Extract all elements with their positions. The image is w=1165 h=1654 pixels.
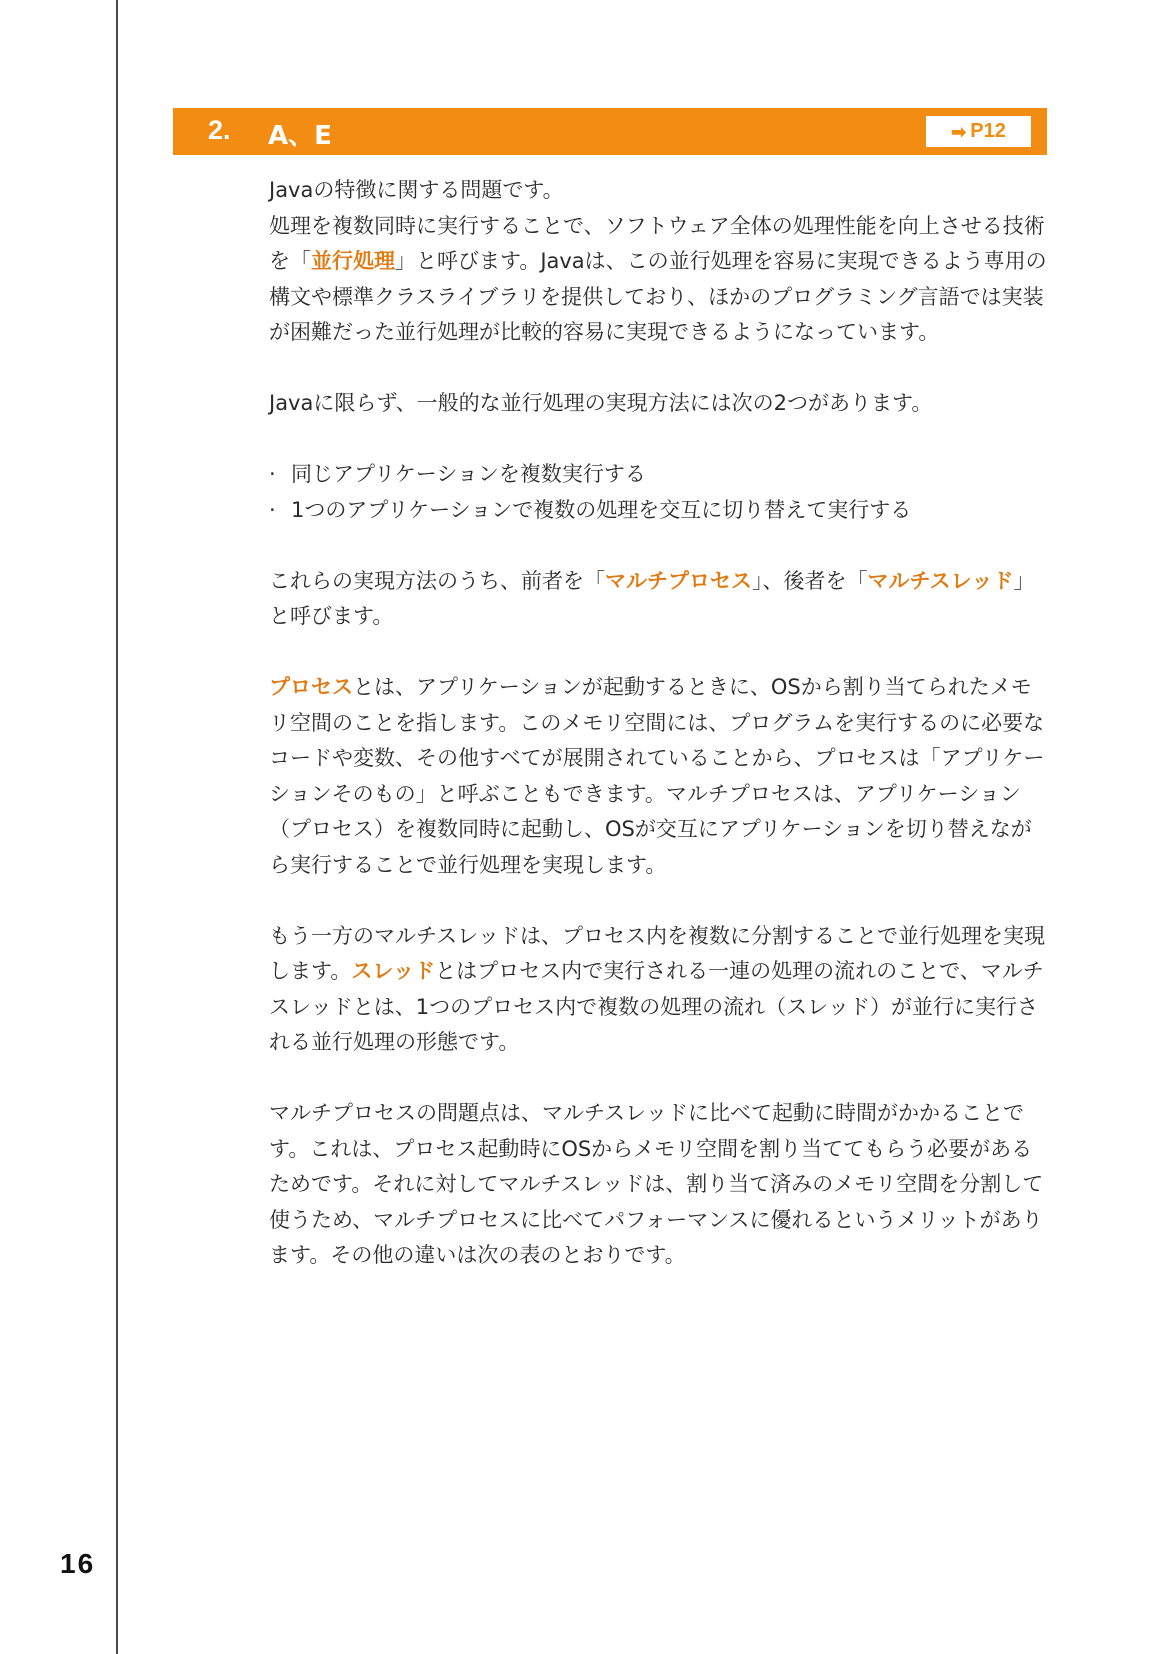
bullet-mark: ·: [269, 497, 276, 522]
answer-header-bar: [173, 108, 1047, 155]
text-segment: とは、アプリケーションが起動するときに、OSから割り当てられたメモリ空間のことを指します。このメモリ空間には、プログラムを実行するのに必要なコードや変数、その他すべてが展開されていることから、プロセスは「アプリケーションそのもの」と呼ぶこともできます。マルチプロセスは、アプリケーション（プロセス）を複数同時に起動し、OSが交互にアプリケーションを切り替えながら実行することで並行処理を実現します。: [269, 675, 1045, 877]
term-thread: スレッド: [351, 959, 436, 983]
bullet-mark: ·: [269, 462, 276, 486]
page-number: 16: [60, 1548, 96, 1579]
text-segment: とはプロセス内で実行される一連の処理の流れのことで、マルチスレッドとは、1つのプロセス内で複数の処理の流れ（スレッド）が並行に実行される並行処理の形態です。: [269, 959, 1044, 1054]
paragraph-methods: Javaに限らず、一般的な並行処理の実現方法には次の2つがあります。: [269, 391, 933, 415]
text-segment: 処理を複数同時に実行することで、ソフトウェア全体の処理性能を向上させる技術を「: [269, 213, 1045, 273]
question-number: 2.: [208, 115, 231, 145]
paragraph-naming: [269, 564, 1049, 635]
page-reference: [926, 116, 1031, 147]
answer-choices: A、E: [268, 121, 332, 151]
paragraph-comparison: マルチプロセスの問題点は、マルチスレッドに比べて起動に時間がかかることです。これは、プロセス起動時にOSからメモリ空間を割り当ててもらう必要があるためです。それに対してマルチスレッドは、割り当て済みのメモリ空間を分割して使うため、マルチプロセスに比べてパフォーマンスに優れるというメリットがあります。その他の違いは次の表のとおりです。: [269, 1101, 1044, 1267]
paragraph-process: [269, 670, 1049, 883]
paragraph-thread: [269, 919, 1049, 1061]
text-segment: もう一方のマルチスレッドは、プロセス内を複数に分割することで並行処理を実現します。: [269, 923, 1045, 983]
explanation-body: [269, 173, 1049, 1274]
paragraph-concurrency: [269, 209, 1049, 351]
text-segment: 」、後者を「: [752, 568, 868, 593]
list-item-text: 1つのアプリケーションで複数の処理を交互に切り替えて実行する: [291, 497, 912, 522]
term-multithread: マルチスレッド: [867, 568, 1014, 593]
text-segment: これらの実現方法のうち、前者を「: [269, 568, 605, 593]
paragraph-intro: Javaの特徴に関する問題です。: [269, 178, 564, 202]
right-arrow-icon: ➡: [951, 121, 967, 142]
list-item: [269, 457, 1049, 493]
list-item: [269, 493, 1049, 529]
term-process: プロセス: [269, 675, 353, 699]
text-segment: 」と呼びます。Javaは、この並行処理を容易に実現できるよう専用の構文や標準クラスライブラリを提供しており、ほかのプログラミング言語では実装が困難だった並行処理が比較的容易に実現できるようになっています。: [269, 249, 1047, 344]
term-multiprocess: マルチプロセス: [605, 568, 752, 593]
list-item-text: 同じアプリケーションを複数実行する: [291, 462, 646, 486]
term-concurrent-processing: 並行処理: [311, 249, 395, 273]
text-segment: 」と呼びます。: [269, 568, 1035, 628]
margin-rule: [116, 0, 118, 1654]
page-reference-label: P12: [970, 120, 1006, 142]
